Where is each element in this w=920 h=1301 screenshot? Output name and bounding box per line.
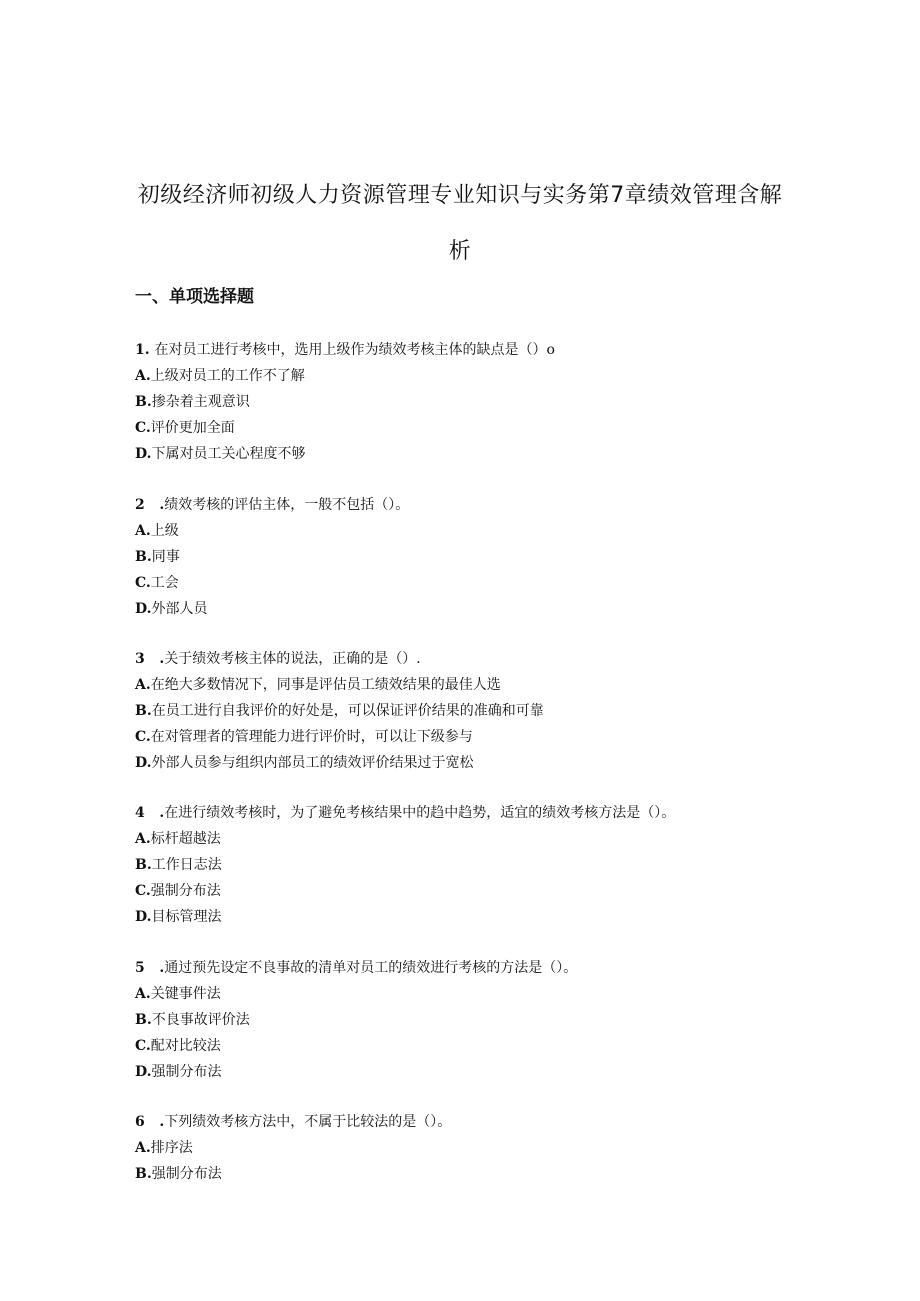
question-number: 5	[135, 960, 145, 976]
question-text: 下列绩效考核方法中，不属于比较法的是（）。	[164, 1114, 452, 1130]
question-number-dot: .	[144, 342, 155, 358]
question-3	[135, 646, 795, 776]
option-text: 标杆超越法	[150, 831, 221, 847]
option-c	[135, 724, 795, 750]
question-stem	[135, 337, 795, 363]
option-text: 评价更加全面	[150, 420, 235, 436]
question-text: 通过预先设定不良事故的清单对员工的绩效进行考核的方法是（）。	[164, 960, 578, 976]
option-c	[135, 415, 795, 441]
option-text: 在员工进行自我评价的好处是，可以保证评价结果的准确和可靠	[151, 703, 544, 719]
question-1	[135, 337, 795, 467]
question-number: 4	[135, 805, 145, 821]
question-stem	[135, 646, 795, 672]
question-2	[135, 492, 795, 622]
question-number-dot: .	[144, 1114, 165, 1130]
option-a	[135, 1135, 795, 1161]
option-text: 配对比较法	[150, 1038, 221, 1054]
question-number: 2	[135, 497, 145, 513]
option-b	[135, 698, 795, 724]
option-letter: B.	[135, 1012, 152, 1028]
option-text: 在对管理者的管理能力进行评价时，可以让下级参与	[150, 729, 473, 745]
option-text: 工会	[150, 575, 179, 591]
option-letter: D.	[135, 446, 152, 462]
option-letter: A.	[135, 986, 151, 1002]
option-letter: D.	[135, 601, 152, 617]
option-d	[135, 596, 795, 622]
option-a	[135, 672, 795, 698]
option-letter: C.	[135, 575, 151, 591]
section-heading: 一、单项选择题	[135, 287, 254, 307]
question-text: 在对员工进行考核中，选用上级作为绩效考核主体的缺点是（）o	[154, 342, 555, 358]
option-d	[135, 1059, 795, 1085]
option-text: 同事	[151, 549, 180, 565]
option-letter: C.	[135, 729, 151, 745]
option-letter: A.	[135, 831, 151, 847]
option-letter: D.	[135, 755, 152, 771]
option-letter: B.	[135, 1166, 152, 1182]
option-d	[135, 750, 795, 776]
option-letter: A.	[135, 1140, 151, 1156]
option-letter: A.	[135, 677, 151, 693]
option-c	[135, 878, 795, 904]
question-text: 绩效考核的评估主体，一般不包括（）。	[164, 497, 410, 513]
document-title	[100, 168, 820, 280]
option-text: 不良事故评价法	[151, 1012, 250, 1028]
option-text: 掺杂着主观意识	[151, 394, 250, 410]
option-text: 强制分布法	[150, 883, 221, 899]
option-d	[135, 904, 795, 930]
option-c	[135, 1033, 795, 1059]
option-c	[135, 570, 795, 596]
option-text: 下属对员工关心程度不够	[151, 446, 306, 462]
title-line-1: 初级经济师初级人力资源管理专业知识与实务第7章绩效管理含解	[137, 183, 783, 208]
question-4	[135, 800, 795, 930]
option-letter: A.	[135, 523, 151, 539]
option-letter: C.	[135, 1038, 151, 1054]
option-letter: D.	[135, 909, 152, 925]
question-stem	[135, 1109, 795, 1135]
option-a	[135, 826, 795, 852]
option-b	[135, 1007, 795, 1033]
option-text: 强制分布法	[151, 1064, 222, 1080]
question-number-dot: .	[144, 805, 165, 821]
question-6	[135, 1109, 795, 1187]
option-text: 上级	[150, 523, 179, 539]
option-text: 强制分布法	[151, 1166, 222, 1182]
option-letter: C.	[135, 883, 151, 899]
question-5	[135, 955, 795, 1085]
question-number-dot: .	[144, 651, 165, 667]
option-letter: B.	[135, 703, 152, 719]
title-line-2: 析	[448, 239, 472, 264]
question-text: 关于绩效考核主体的说法，正确的是（）.	[164, 651, 421, 667]
option-letter: C.	[135, 420, 151, 436]
question-number: 6	[135, 1114, 145, 1130]
option-letter: A.	[135, 368, 151, 384]
option-letter: D.	[135, 1064, 152, 1080]
option-letter: B.	[135, 549, 152, 565]
question-number: 1	[135, 342, 145, 358]
option-b	[135, 389, 795, 415]
question-stem	[135, 955, 795, 981]
question-number-dot: .	[144, 960, 165, 976]
option-text: 外部人员参与组织内部员工的绩效评价结果过于宽松	[151, 755, 474, 771]
option-a	[135, 363, 795, 389]
option-text: 关键事件法	[150, 986, 221, 1002]
option-letter: B.	[135, 394, 152, 410]
option-b	[135, 1161, 795, 1187]
question-stem	[135, 492, 795, 518]
option-text: 目标管理法	[151, 909, 222, 925]
option-a	[135, 981, 795, 1007]
option-text: 排序法	[150, 1140, 193, 1156]
option-letter: B.	[135, 857, 152, 873]
option-text: 上级对员工的工作不了解	[150, 368, 305, 384]
question-number-dot: .	[144, 497, 165, 513]
option-d	[135, 441, 795, 467]
option-b	[135, 852, 795, 878]
option-text: 在绝大多数情况下，同事是评估员工绩效结果的最佳人选	[150, 677, 501, 693]
option-text: 工作日志法	[151, 857, 222, 873]
option-b	[135, 544, 795, 570]
question-stem	[135, 800, 795, 826]
option-a	[135, 518, 795, 544]
question-text: 在进行绩效考核时，为了避免考核结果中的趋中趋势，适宜的绩效考核方法是（）。	[164, 805, 676, 821]
option-text: 外部人员	[151, 601, 208, 617]
question-number: 3	[135, 651, 145, 667]
